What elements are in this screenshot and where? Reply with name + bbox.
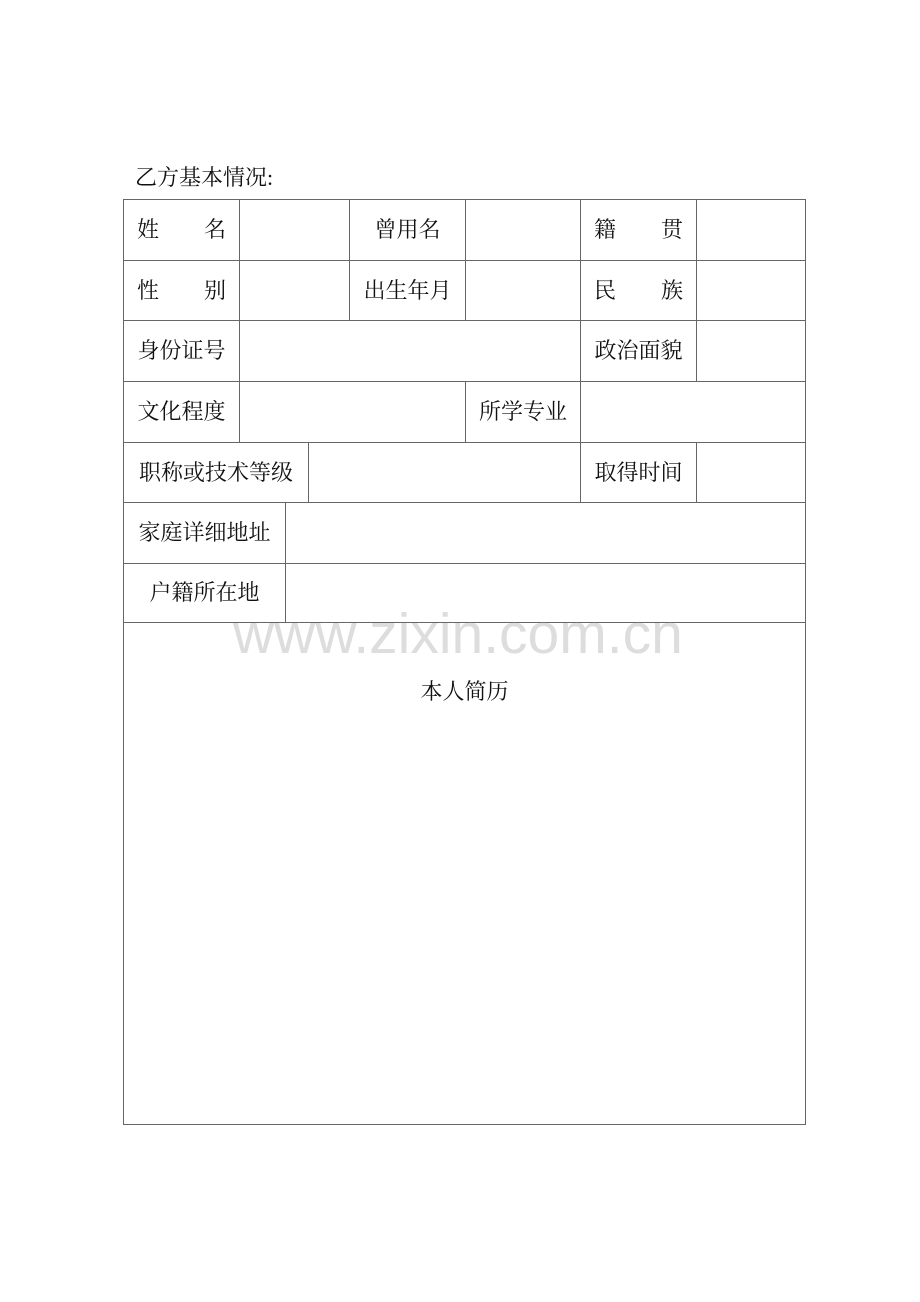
native-place-label-cell bbox=[581, 200, 697, 260]
title-level-label: 职称或技术等级 bbox=[138, 459, 293, 485]
id-number-value-cell bbox=[240, 321, 581, 381]
political-status-value-cell bbox=[697, 321, 805, 381]
gender-value-cell bbox=[240, 261, 350, 320]
home-address-label: 家庭详细地址 bbox=[138, 520, 271, 545]
name-value-cell bbox=[240, 200, 350, 260]
gender-label-cell bbox=[124, 261, 240, 320]
home-address-label-cell bbox=[124, 503, 286, 563]
basic-info-table bbox=[123, 199, 806, 1125]
resume-title: 本人简历 bbox=[420, 679, 509, 704]
obtained-date-label: 取得时间 bbox=[594, 459, 683, 485]
former-name-label-cell bbox=[350, 200, 466, 260]
table-row bbox=[124, 503, 805, 564]
obtained-date-label-cell bbox=[581, 443, 697, 502]
ethnicity-value-cell bbox=[697, 261, 805, 320]
table-row bbox=[124, 200, 805, 261]
major-value-cell bbox=[581, 382, 805, 442]
title-level-label-cell bbox=[124, 443, 309, 502]
table-row bbox=[124, 564, 805, 623]
major-label: 所学专业 bbox=[478, 399, 567, 424]
section-heading: 乙方基本情况: bbox=[135, 165, 274, 190]
education-label: 文化程度 bbox=[137, 399, 226, 424]
obtained-date-value-cell bbox=[697, 443, 805, 502]
political-status-label: 政治面貌 bbox=[594, 338, 683, 363]
birth-date-value-cell bbox=[466, 261, 581, 320]
name-label-cell bbox=[124, 200, 240, 260]
gender-label: 性 别 bbox=[137, 277, 226, 303]
birth-date-label-cell bbox=[350, 261, 466, 320]
former-name-label: 曾用名 bbox=[374, 217, 441, 242]
table-row bbox=[124, 261, 805, 321]
ethnicity-label-cell bbox=[581, 261, 697, 320]
major-label-cell bbox=[466, 382, 581, 442]
resume-section bbox=[124, 623, 805, 1124]
table-row bbox=[124, 382, 805, 443]
title-level-value-cell bbox=[309, 443, 581, 502]
id-number-label: 身份证号 bbox=[137, 338, 226, 363]
table-row bbox=[124, 443, 805, 503]
birth-date-label: 出生年月 bbox=[363, 277, 452, 303]
name-label: 姓 名 bbox=[137, 217, 226, 242]
household-registration-value-cell bbox=[286, 564, 805, 622]
native-place-value-cell bbox=[697, 200, 805, 260]
id-number-label-cell bbox=[124, 321, 240, 381]
household-registration-label-cell bbox=[124, 564, 286, 622]
education-value-cell bbox=[240, 382, 466, 442]
table-row bbox=[124, 321, 805, 382]
home-address-value-cell bbox=[286, 503, 805, 563]
native-place-label: 籍 贯 bbox=[594, 217, 683, 242]
education-label-cell bbox=[124, 382, 240, 442]
watermark: www.zixin.com.cn bbox=[233, 602, 683, 666]
political-status-label-cell bbox=[581, 321, 697, 381]
household-registration-label: 户籍所在地 bbox=[149, 580, 260, 605]
ethnicity-label: 民 族 bbox=[594, 277, 683, 303]
former-name-value-cell bbox=[466, 200, 581, 260]
